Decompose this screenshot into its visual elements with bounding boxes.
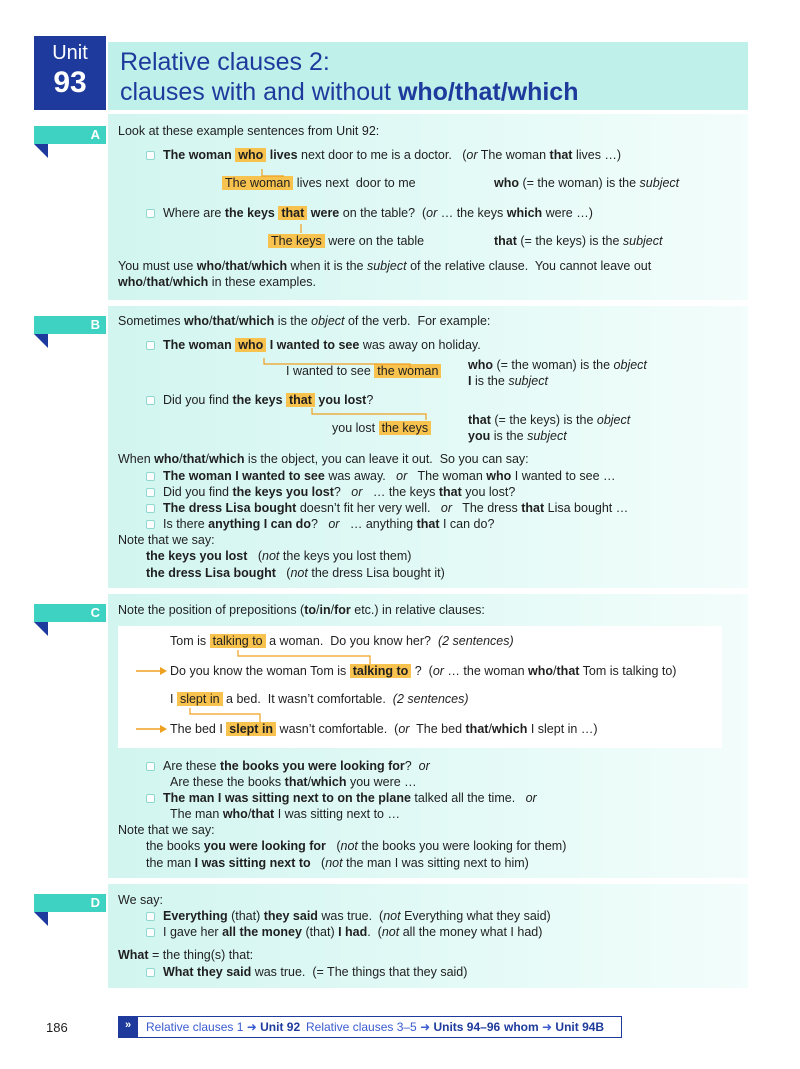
section-b-note1: the keys you lost (not the keys you lost them) (146, 549, 412, 563)
example-c3: I slept in a bed. It wasn’t comfortable. (2 sentences) (170, 692, 469, 706)
section-a-connectors (200, 160, 340, 240)
example-a2-clause: The keys were on the table (268, 234, 424, 248)
section-a-tab: A (34, 126, 106, 144)
section-b-rule: When who/that/which is the object, you can leave it out. So you can say: (118, 452, 529, 466)
example-b2-clause: you lost the keys (332, 421, 431, 435)
section-c-intro: Note the position of prepositions (to/in/for etc.) in relative clauses: (118, 603, 485, 617)
bullet-icon (146, 209, 155, 218)
example-b5: The dress Lisa bought doesn’t fit her very well. or The dress that Lisa bought … (146, 501, 628, 515)
section-c-marker (34, 622, 48, 636)
unit-label: Unit (52, 42, 88, 64)
section-c-note2: the man I was sitting next to (not the man I was sitting next to him) (146, 856, 529, 870)
unit-number: 93 (53, 66, 87, 99)
example-a1: The woman who lives next door to me is a doctor. (or The woman that lives …) (146, 148, 621, 162)
example-a2: Where are the keys that were on the table? (or … the keys which were …) (146, 206, 593, 220)
bullet-icon (146, 488, 155, 497)
example-b2: Did you find the keys that you lost? (146, 393, 373, 407)
example-a1-clause: The woman lives next door to me (222, 176, 416, 190)
example-c6-alt: The man who/that I was sitting next to … (170, 807, 400, 821)
example-d1: Everything (that) they said was true. (not Everything what they said) (146, 909, 551, 923)
bullet-icon (146, 341, 155, 350)
example-b6: Is there anything I can do? or … anything that I can do? (146, 517, 494, 531)
double-chevron-icon: » (118, 1016, 138, 1038)
section-b-note2: the dress Lisa bought (not the dress Lisa bought it) (146, 566, 445, 580)
section-b-connectors (240, 350, 460, 430)
page-number: 186 (46, 1020, 68, 1035)
bullet-icon (146, 928, 155, 937)
section-d-what-rule: What = the thing(s) that: (118, 948, 254, 962)
section-a-marker (34, 144, 48, 158)
section-b-intro: Sometimes who/that/which is the object of the verb. For example: (118, 314, 491, 328)
example-c1: Tom is talking to a woman. Do you know her? (2 sentences) (170, 634, 514, 648)
bullet-icon (146, 504, 155, 513)
page-title-line2: clauses with and without who/that/which (120, 78, 579, 106)
example-c5-alt: Are these the books that/which you were … (170, 775, 417, 789)
section-c-connectors (130, 640, 430, 740)
section-c-tab: C (34, 604, 106, 622)
bullet-icon (146, 520, 155, 529)
example-c4: The bed I slept in wasn’t comfortable. (or The bed that/which I slept in …) (170, 722, 598, 736)
section-d-marker (34, 912, 48, 926)
section-d-intro: We say: (118, 893, 163, 907)
bullet-icon (146, 912, 155, 921)
bullet-icon (146, 794, 155, 803)
bullet-icon (146, 968, 155, 977)
bullet-icon (146, 396, 155, 405)
section-d-tab: D (34, 894, 106, 912)
section-a-intro: Look at these example sentences from Unit 92: (118, 124, 380, 138)
example-c2: Do you know the woman Tom is talking to ? (or … the woman who/that Tom is talking to) (170, 664, 677, 678)
xref-link-unit-94b[interactable]: whom ➜ Unit 94B (504, 1020, 605, 1034)
section-c-note-label: Note that we say: (118, 823, 215, 837)
xref-link-unit-92[interactable]: Relative clauses 1 ➜ Unit 92 (146, 1020, 301, 1034)
bullet-icon (146, 762, 155, 771)
example-b1-note1: who (= the woman) is the object (468, 358, 647, 372)
example-b1: The woman who I wanted to see was away on holiday. (146, 338, 481, 352)
example-b2-note2: you is the subject (468, 429, 567, 443)
example-b4: Did you find the keys you lost? or … the keys that you lost? (146, 485, 515, 499)
example-b1-note2: I is the subject (468, 374, 548, 388)
section-c-note1: the books you were looking for (not the books you were looking for them) (146, 839, 567, 853)
example-c6: The man I was sitting next to on the plane talked all the time. or (146, 791, 537, 805)
example-d3: What they said was true. (= The things that they said) (146, 965, 467, 979)
section-a-rule-line2: who/that/which in these examples. (118, 275, 317, 289)
page-title-line1: Relative clauses 2: (120, 48, 330, 76)
example-d2: I gave her all the money (that) I had. (not all the money what I had) (146, 925, 542, 939)
unit-badge (34, 36, 106, 110)
xref-link-units-94-96[interactable]: Relative clauses 3–5 ➜ Units 94–96 (306, 1020, 501, 1034)
example-a2-note: that (= the keys) is the subject (494, 234, 663, 248)
bullet-icon (146, 472, 155, 481)
example-a1-note: who (= the woman) is the subject (494, 176, 680, 190)
example-b3: The woman I wanted to see was away. or The woman who I wanted to see … (146, 469, 616, 483)
example-c5: Are these the books you were looking for? or (146, 759, 430, 773)
example-b2-note1: that (= the keys) is the object (468, 413, 631, 427)
section-b-note-label: Note that we say: (118, 533, 215, 547)
section-a-rule-line1: You must use who/that/which when it is the subject of the relative clause. You cannot leave out (118, 259, 652, 273)
section-b-marker (34, 334, 48, 348)
example-b1-clause: I wanted to see the woman (286, 364, 441, 378)
bullet-icon (146, 151, 155, 160)
section-b-tab: B (34, 316, 106, 334)
